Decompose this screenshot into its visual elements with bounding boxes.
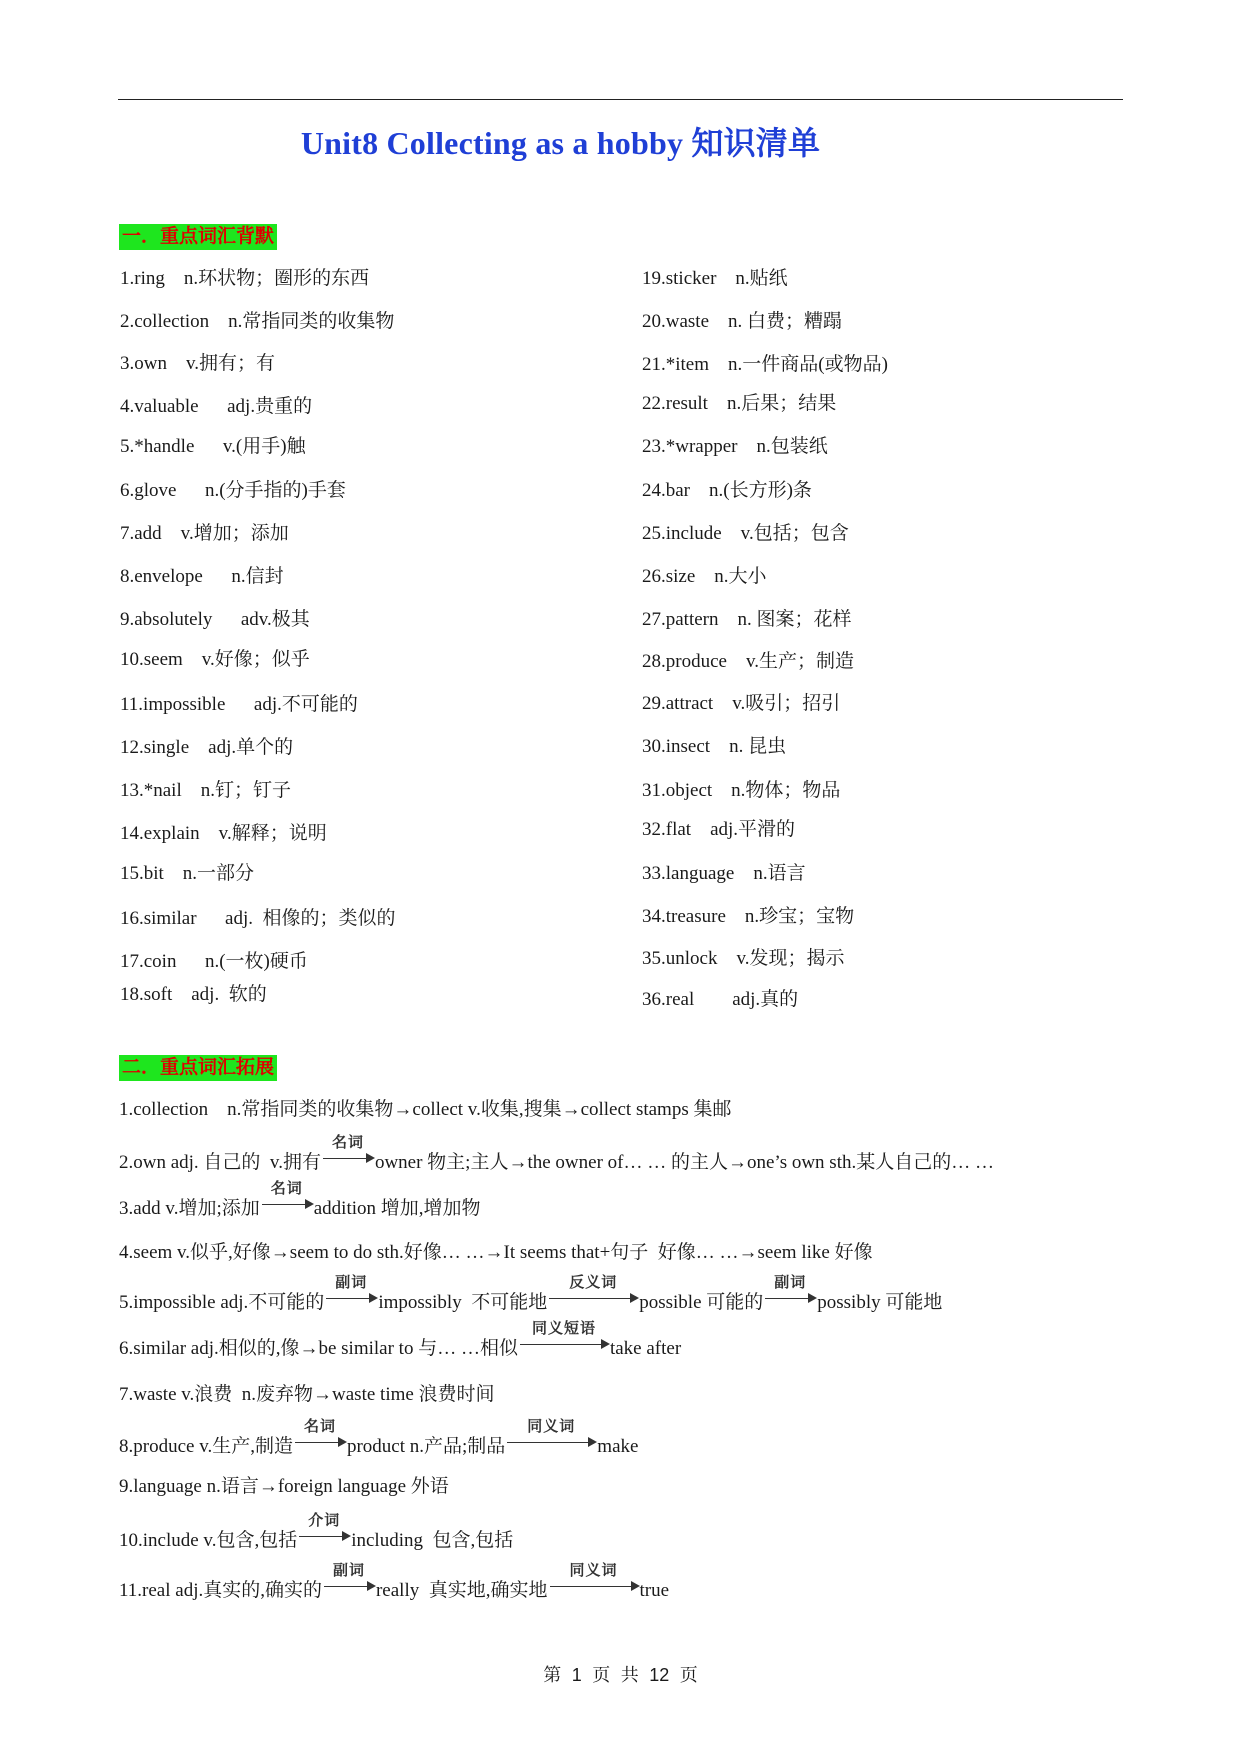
vocab-item: 21.*item n.一件商品(或物品)	[642, 354, 888, 375]
page-title: Unit8 Collecting as a hobby 知识清单	[300, 125, 821, 161]
extension-line: 5.impossible adj.不可能的 副词 impossibly 不可能地 反义词 possible 可能的 副词 possibly 可能地	[119, 1273, 943, 1313]
vocab-item: 5.*handle v.(用手)触	[120, 436, 306, 457]
vocab-item: 27.pattern n. 图案；花样	[642, 609, 852, 630]
arrow-icon: 名词	[293, 1432, 347, 1454]
vocab-item: 1.ring n.环状物；圈形的东西	[120, 268, 370, 289]
extension-line: 11.real adj.真实的,确实的 副词 really 真实地,确实地 同义词 true	[119, 1561, 670, 1601]
vocab-item: 35.unlock v.发现；揭示	[642, 948, 845, 969]
section2-heading: 二．重点词汇拓展	[119, 1055, 277, 1081]
vocab-item: 30.insect n. 昆虫	[642, 736, 787, 757]
vocab-item: 22.result n.后果；结果	[642, 393, 837, 414]
extension-line: 10.include v.包含,包括 介词 including 包含,包括	[119, 1511, 514, 1551]
vocab-item: 9.absolutely adv.极其	[120, 609, 310, 630]
vocab-item: 6.glove n.(分手指的)手套	[120, 480, 346, 501]
vocab-item: 18.soft adj. 软的	[120, 984, 267, 1005]
vocab-item: 13.*nail n.钉；钉子	[120, 780, 291, 801]
vocab-item: 3.own v.拥有；有	[120, 353, 275, 374]
extension-line: 9.language n.语言→foreign language 外语	[119, 1476, 449, 1497]
vocab-item: 8.envelope n.信封	[120, 566, 284, 587]
arrow-icon: 副词	[324, 1288, 378, 1310]
vocab-item: 34.treasure n.珍宝；宝物	[642, 906, 855, 927]
vocab-item: 26.size n.大小	[642, 566, 767, 587]
extension-line: 3.add v.增加;添加 名词 addition 增加,增加物	[119, 1179, 481, 1219]
vocab-item: 17.coin n.(一枚)硬币	[120, 951, 308, 972]
extension-line: 1.collection n.常指同类的收集物→collect v.收集,搜集→collect stamps 集邮	[119, 1099, 732, 1120]
vocab-item: 29.attract v.吸引；招引	[642, 693, 841, 714]
extension-line: 4.seem v.似乎,好像→seem to do sth.好像… …→It seems that+句子 好像… …→seem like 好像	[119, 1242, 873, 1263]
vocab-item: 25.include v.包括；包含	[642, 523, 849, 544]
extension-line: 8.produce v.生产,制造 名词 product n.产品;制品 同义词 make	[119, 1417, 639, 1457]
vocab-item: 33.language n.语言	[642, 863, 806, 884]
vocab-item: 11.impossible adj.不可能的	[120, 694, 358, 715]
vocab-item: 16.similar adj. 相像的；类似的	[120, 908, 396, 929]
extension-line: 7.waste v.浪费 n.废弃物→waste time 浪费时间	[119, 1384, 495, 1405]
vocab-item: 24.bar n.(长方形)条	[642, 480, 812, 501]
page-footer: 第 1 页 共 12 页	[543, 1665, 698, 1685]
arrow-icon: 介词	[297, 1526, 351, 1548]
extension-line: 2.own adj. 自己的 v.拥有 名词 owner 物主;主人→the owner of… … 的主人→one’s own sth.某人自己的… …	[119, 1133, 994, 1173]
arrow-icon: 同义短语	[518, 1334, 610, 1356]
vocab-item: 36.real adj.真的	[642, 989, 799, 1010]
vocab-item: 20.waste n. 白费；糟蹋	[642, 311, 843, 332]
vocab-item: 4.valuable adj.贵重的	[120, 396, 313, 417]
vocab-item: 31.object n.物体；物品	[642, 780, 841, 801]
extension-line: 6.similar adj.相似的,像→be similar to 与… …相似 同义短语 take after	[119, 1319, 682, 1359]
vocab-item: 23.*wrapper n.包装纸	[642, 436, 828, 457]
vocab-item: 12.single adj.单个的	[120, 737, 294, 758]
arrow-icon: 名词	[321, 1148, 375, 1170]
top-rule	[118, 99, 1123, 100]
arrow-icon: 副词	[322, 1576, 376, 1598]
arrow-icon: 同义词	[505, 1432, 597, 1454]
vocab-item: 2.collection n.常指同类的收集物	[120, 311, 395, 332]
vocab-item: 19.sticker n.贴纸	[642, 268, 788, 289]
vocab-item: 10.seem v.好像；似乎	[120, 649, 310, 670]
arrow-icon: 副词	[763, 1288, 817, 1310]
vocab-item: 32.flat adj.平滑的	[642, 819, 796, 840]
arrow-icon: 同义词	[548, 1576, 640, 1598]
section1-heading: 一．重点词汇背默	[119, 224, 277, 250]
vocab-item: 15.bit n.一部分	[120, 863, 255, 884]
vocab-item: 28.produce v.生产；制造	[642, 651, 854, 672]
vocab-item: 14.explain v.解释；说明	[120, 823, 327, 844]
arrow-icon: 反义词	[547, 1288, 639, 1310]
vocab-item: 7.add v.增加；添加	[120, 523, 289, 544]
arrow-icon: 名词	[260, 1194, 314, 1216]
